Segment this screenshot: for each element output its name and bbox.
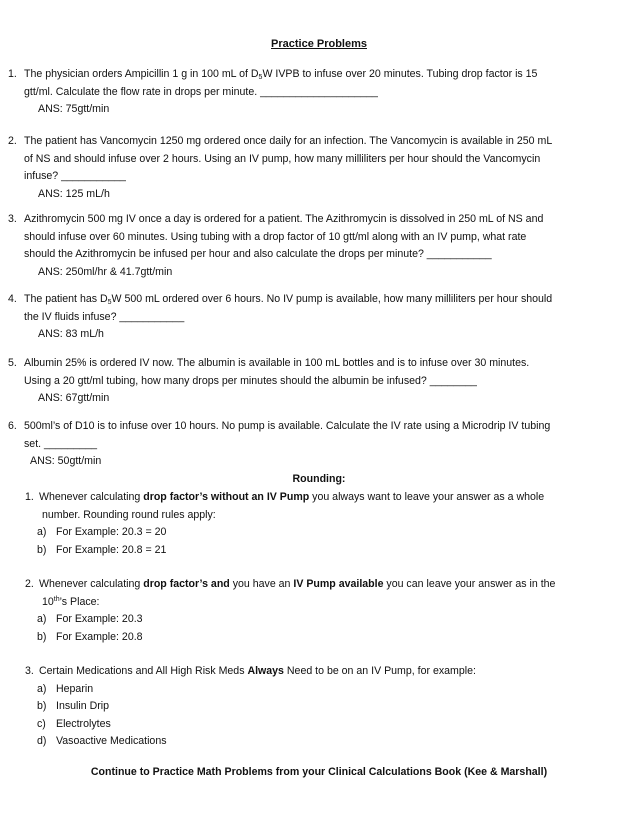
problem-text-line: The patient has Vancomycin 1250 mg ordered once daily for an infection. The Vancomycin is available in 250 mL: [24, 135, 553, 147]
problem-answer: ANS: 50gtt/min: [30, 455, 102, 467]
problem-3: [8, 211, 608, 281]
rule-text: Whenever calculating drop factor’s and you have an IV Pump available you can leave your answer as in the: [39, 578, 556, 590]
rule-number: 2.: [25, 578, 34, 590]
rule-text-line: number. Rounding round rules apply:: [42, 508, 216, 521]
rule-text: Certain Medications and All High Risk Meds Always Need to be on an IV Pump, for example:: [39, 665, 476, 677]
problem-6: [8, 418, 608, 471]
example-list: [37, 524, 615, 559]
problem-4: [8, 291, 608, 344]
problem-answer: ANS: 250ml/hr & 41.7gtt/min: [38, 265, 173, 278]
problem-2: [8, 133, 608, 203]
rule-number: 3.: [25, 665, 34, 677]
rounding-rule-1: [25, 489, 615, 559]
problem-text-line: Azithromycin 500 mg IV once a day is ordered for a patient. The Azithromycin is dissolved in 250 mL of NS and: [24, 213, 544, 225]
problem-number: 6.: [8, 420, 17, 432]
list-item: c) Electrolytes: [37, 717, 111, 730]
problem-text-line: should the Azithromycin be infused per hour and also calculate the drops per minute? ___________: [24, 248, 492, 260]
list-item: b) For Example: 20.8 = 21: [37, 543, 167, 556]
problem-text-line: set. _________: [24, 437, 98, 450]
list-item: d) Vasoactive Medications: [37, 735, 167, 747]
rounding-rule-3: [25, 663, 615, 751]
rule-number: 1.: [25, 491, 34, 503]
problem-number: 1.: [8, 68, 17, 80]
list-item: a) For Example: 20.3: [37, 613, 143, 625]
list-item: a) Heparin: [37, 682, 94, 695]
page-title: Practice Problems: [271, 38, 367, 50]
rounding-heading: Rounding:: [292, 473, 346, 485]
example-list: [37, 681, 615, 751]
problem-answer: ANS: 125 mL/h: [38, 187, 110, 200]
list-item: a) For Example: 20.3 = 20: [37, 526, 167, 538]
problem-answer: ANS: 83 mL/h: [38, 328, 104, 340]
list-item: b) Insulin Drip: [37, 700, 109, 712]
problem-text-line: of NS and should infuse over 2 hours. Using an IV pump, how many milliliters per hour should the Vancomycin: [24, 152, 541, 165]
problem-number: 3.: [8, 213, 17, 225]
problem-text-line: should infuse over 60 minutes. Using tubing with a drop factor of 10 gtt/ml along with an IV pump, what rate: [24, 230, 527, 243]
problem-5: [8, 355, 608, 408]
problem-number: 2.: [8, 135, 17, 147]
problem-text: The physician orders Ampicillin 1 g in 100 mL of $D_5W$ IVPB to infuse over 20 minutes. Tubing drop factor is 15: [24, 68, 538, 81]
problem-text-line: gtt/ml. Calculate the flow rate in drops per minute. ____________________: [24, 85, 378, 98]
problem-answer: ANS: 75gtt/min: [38, 103, 110, 115]
problem-number: 4.: [8, 293, 17, 305]
problem-text-line: infuse? ___________: [24, 170, 126, 182]
rounding-rule-2: [25, 576, 615, 646]
rule-text-line: 10th’s Place:: [42, 595, 100, 608]
problem-text-line: 500ml’s of D10 is to infuse over 10 hours. No pump is available. Calculate the IV rate using a Microdrip IV tubing: [24, 420, 551, 432]
problem-answer: ANS: 67gtt/min: [38, 392, 110, 404]
problem-text-line: Albumin 25% is ordered IV now. The albumin is available in 100 mL bottles and is to infuse over 30 minutes.: [24, 357, 530, 369]
problem-text-line: the IV fluids infuse? ___________: [24, 310, 185, 323]
example-list: [37, 611, 615, 646]
rule-text: Whenever calculating drop factor’s without an IV Pump you always want to leave your answer as a whole: [39, 491, 545, 503]
footer-note: Continue to Practice Math Problems from your Clinical Calculations Book (Kee & Marshall): [90, 766, 548, 778]
problem-number: 5.: [8, 357, 17, 369]
problem-text: The patient has $D_5W$ 500 mL ordered over 6 hours. No IV pump is available, how many milliliters per hour should: [24, 293, 553, 306]
problem-text-line: Using a 20 gtt/ml tubing, how many drops per minutes should the albumin be infused? ________: [24, 374, 477, 387]
problem-1: [8, 66, 608, 119]
list-item: b) For Example: 20.8: [37, 630, 143, 643]
